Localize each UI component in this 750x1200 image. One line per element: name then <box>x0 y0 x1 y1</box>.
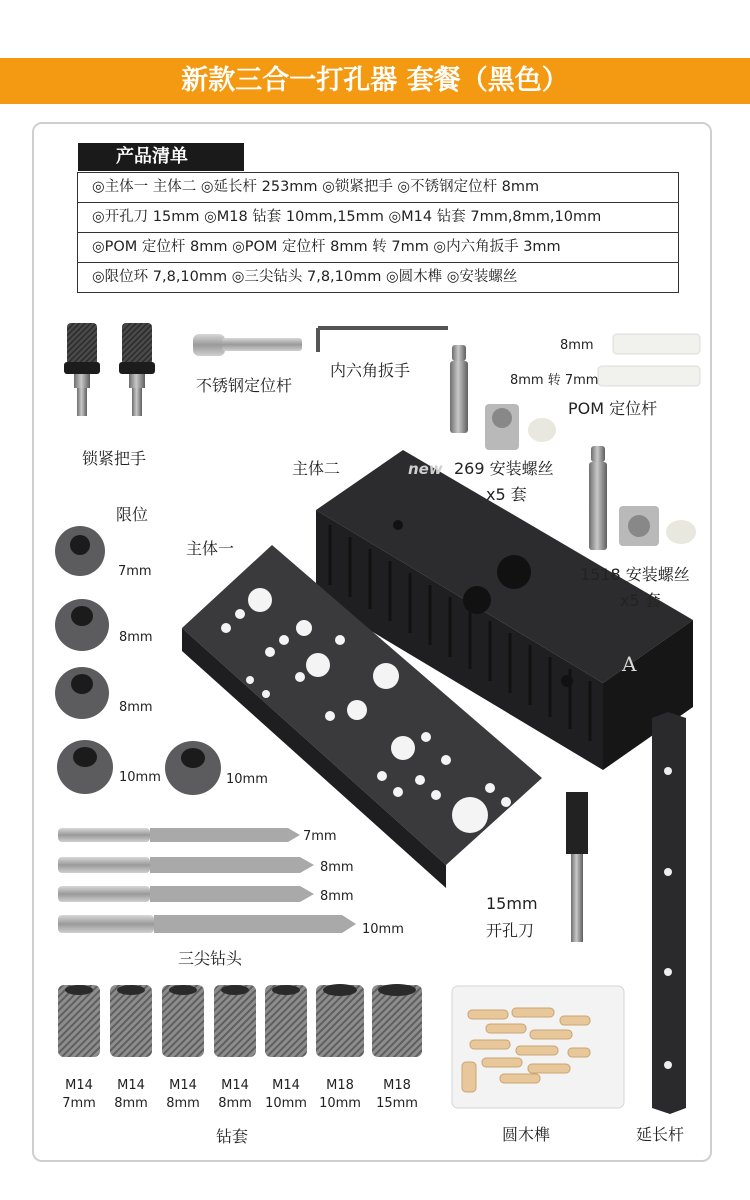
ring-10mm-b-label: 10mm <box>226 772 268 787</box>
product-list-row: ◎限位环 7,8,10mm ◎三尖钻头 7,8,10mm ◎圆木榫 ◎安装螺丝 <box>78 263 679 293</box>
ring-7mm-label: 7mm <box>118 564 152 579</box>
sleeve-m: M14 <box>65 1078 93 1093</box>
bit-8mm-a-label: 8mm <box>320 860 354 875</box>
sleeve-label-3 <box>162 1077 204 1113</box>
drill-bits-label: 三尖钻头 <box>178 949 243 968</box>
sleeve-size: 15mm <box>376 1096 418 1111</box>
guide-sleeve-4 <box>214 985 256 1057</box>
cutter-label: 开孔刀 <box>486 921 535 940</box>
drill-bit-8mm-a <box>58 857 314 873</box>
dowel-bag <box>452 986 624 1108</box>
limit-ring-8mm-b <box>55 667 109 719</box>
screw-269-count: x5 套 <box>486 485 527 504</box>
page-banner: 新款三合一打孔器 套餐（黑色） <box>0 58 750 104</box>
sleeve-label-4 <box>214 1077 256 1113</box>
sleeve-label-1 <box>58 1077 100 1113</box>
product-list-row: ◎主体一 主体二 ◎延长杆 253mm ◎锁紧把手 ◎不锈钢定位杆 8mm <box>78 173 679 203</box>
pom-rod-8to7mm <box>598 366 700 386</box>
sleeve-size: 7mm <box>62 1096 96 1111</box>
limit-ring-7mm <box>55 526 105 576</box>
bit-7mm-label: 7mm <box>303 829 337 844</box>
guide-sleeve-6 <box>316 984 364 1057</box>
dowels-label: 圆木榫 <box>502 1125 551 1144</box>
lock-handle-label: 锁紧把手 <box>82 449 147 468</box>
hex-key <box>318 328 448 352</box>
limit-ring-10mm-a <box>57 740 113 794</box>
cutter-size-label: 15mm <box>486 894 538 913</box>
ring-10mm-a-label: 10mm <box>119 770 161 785</box>
sleeve-size: 10mm <box>265 1096 307 1111</box>
sleeve-m: M14 <box>169 1078 197 1093</box>
sleeve-size: 8mm <box>166 1096 200 1111</box>
screw-set-269 <box>450 345 556 450</box>
sleeve-m: M18 <box>383 1078 411 1093</box>
sleeve-label-6 <box>316 1077 364 1113</box>
product-list-row: ◎开孔刀 15mm ◎M18 钻套 10mm,15mm ◎M14 钻套 7mm,8mm,10mm <box>78 203 679 233</box>
drill-bit-7mm <box>58 828 300 842</box>
sleeve-label-5 <box>262 1077 310 1113</box>
hole-cutter-15mm <box>566 792 588 942</box>
body-two-label: 主体二 <box>292 459 341 478</box>
sleeve-m: M18 <box>326 1078 354 1093</box>
limit-ring-10mm-b <box>165 741 221 795</box>
screw-set-1518 <box>589 446 696 550</box>
product-list-row: ◎POM 定位杆 8mm ◎POM 定位杆 8mm 转 7mm ◎内六角扳手 3mm <box>78 233 679 263</box>
sleeve-m: M14 <box>117 1078 145 1093</box>
pom-rod-label: POM 定位杆 <box>568 399 658 418</box>
sleeve-size: 8mm <box>114 1096 148 1111</box>
body-one-label: 主体一 <box>186 539 235 558</box>
limit-ring-label: 限位 <box>116 505 149 524</box>
screw-1518-count: x5 套 <box>620 591 661 610</box>
product-list-title: 产品清单 <box>78 143 244 171</box>
hex-key-label: 内六角扳手 <box>330 361 411 380</box>
guide-sleeve-1 <box>58 985 100 1057</box>
pom-rod-8mm <box>613 334 700 354</box>
steel-rod-label: 不锈钢定位杆 <box>196 376 293 395</box>
drill-bit-8mm-b <box>58 886 314 902</box>
lock-handle-left <box>64 323 100 416</box>
sleeve-m: M14 <box>272 1078 300 1093</box>
guide-sleeve-2 <box>110 985 152 1057</box>
bit-8mm-b-label: 8mm <box>320 889 354 904</box>
extension-rod <box>652 712 686 1114</box>
sleeve-label-2 <box>110 1077 152 1113</box>
screw-1518-label: 1518 安装螺丝 <box>580 565 690 584</box>
screw-269-label: 269 安装螺丝 <box>454 459 554 478</box>
sleeve-size: 10mm <box>319 1096 361 1111</box>
guide-sleeve-3 <box>162 985 204 1057</box>
extension-rod-label: 延长杆 <box>636 1125 685 1144</box>
steel-rod <box>193 334 302 356</box>
bit-10mm-label: 10mm <box>362 922 404 937</box>
body-mark-a: A <box>622 652 637 676</box>
pom-8mm-label: 8mm <box>560 338 594 353</box>
guide-sleeve-5 <box>265 985 307 1057</box>
ring-8mm-b-label: 8mm <box>119 700 153 715</box>
drill-bit-10mm <box>58 915 356 933</box>
guide-sleeve-7 <box>372 984 422 1057</box>
brand-mark: new <box>408 460 443 478</box>
sleeve-label-7 <box>372 1077 422 1113</box>
limit-ring-8mm-a <box>55 599 109 651</box>
lock-handle-right <box>119 323 155 416</box>
sleeve-size: 8mm <box>218 1096 252 1111</box>
ring-8mm-a-label: 8mm <box>119 630 153 645</box>
pom-8to7mm-label: 8mm 转 7mm <box>510 373 599 388</box>
guide-sleeves-label: 钻套 <box>216 1127 249 1146</box>
sleeve-m: M14 <box>221 1078 249 1093</box>
